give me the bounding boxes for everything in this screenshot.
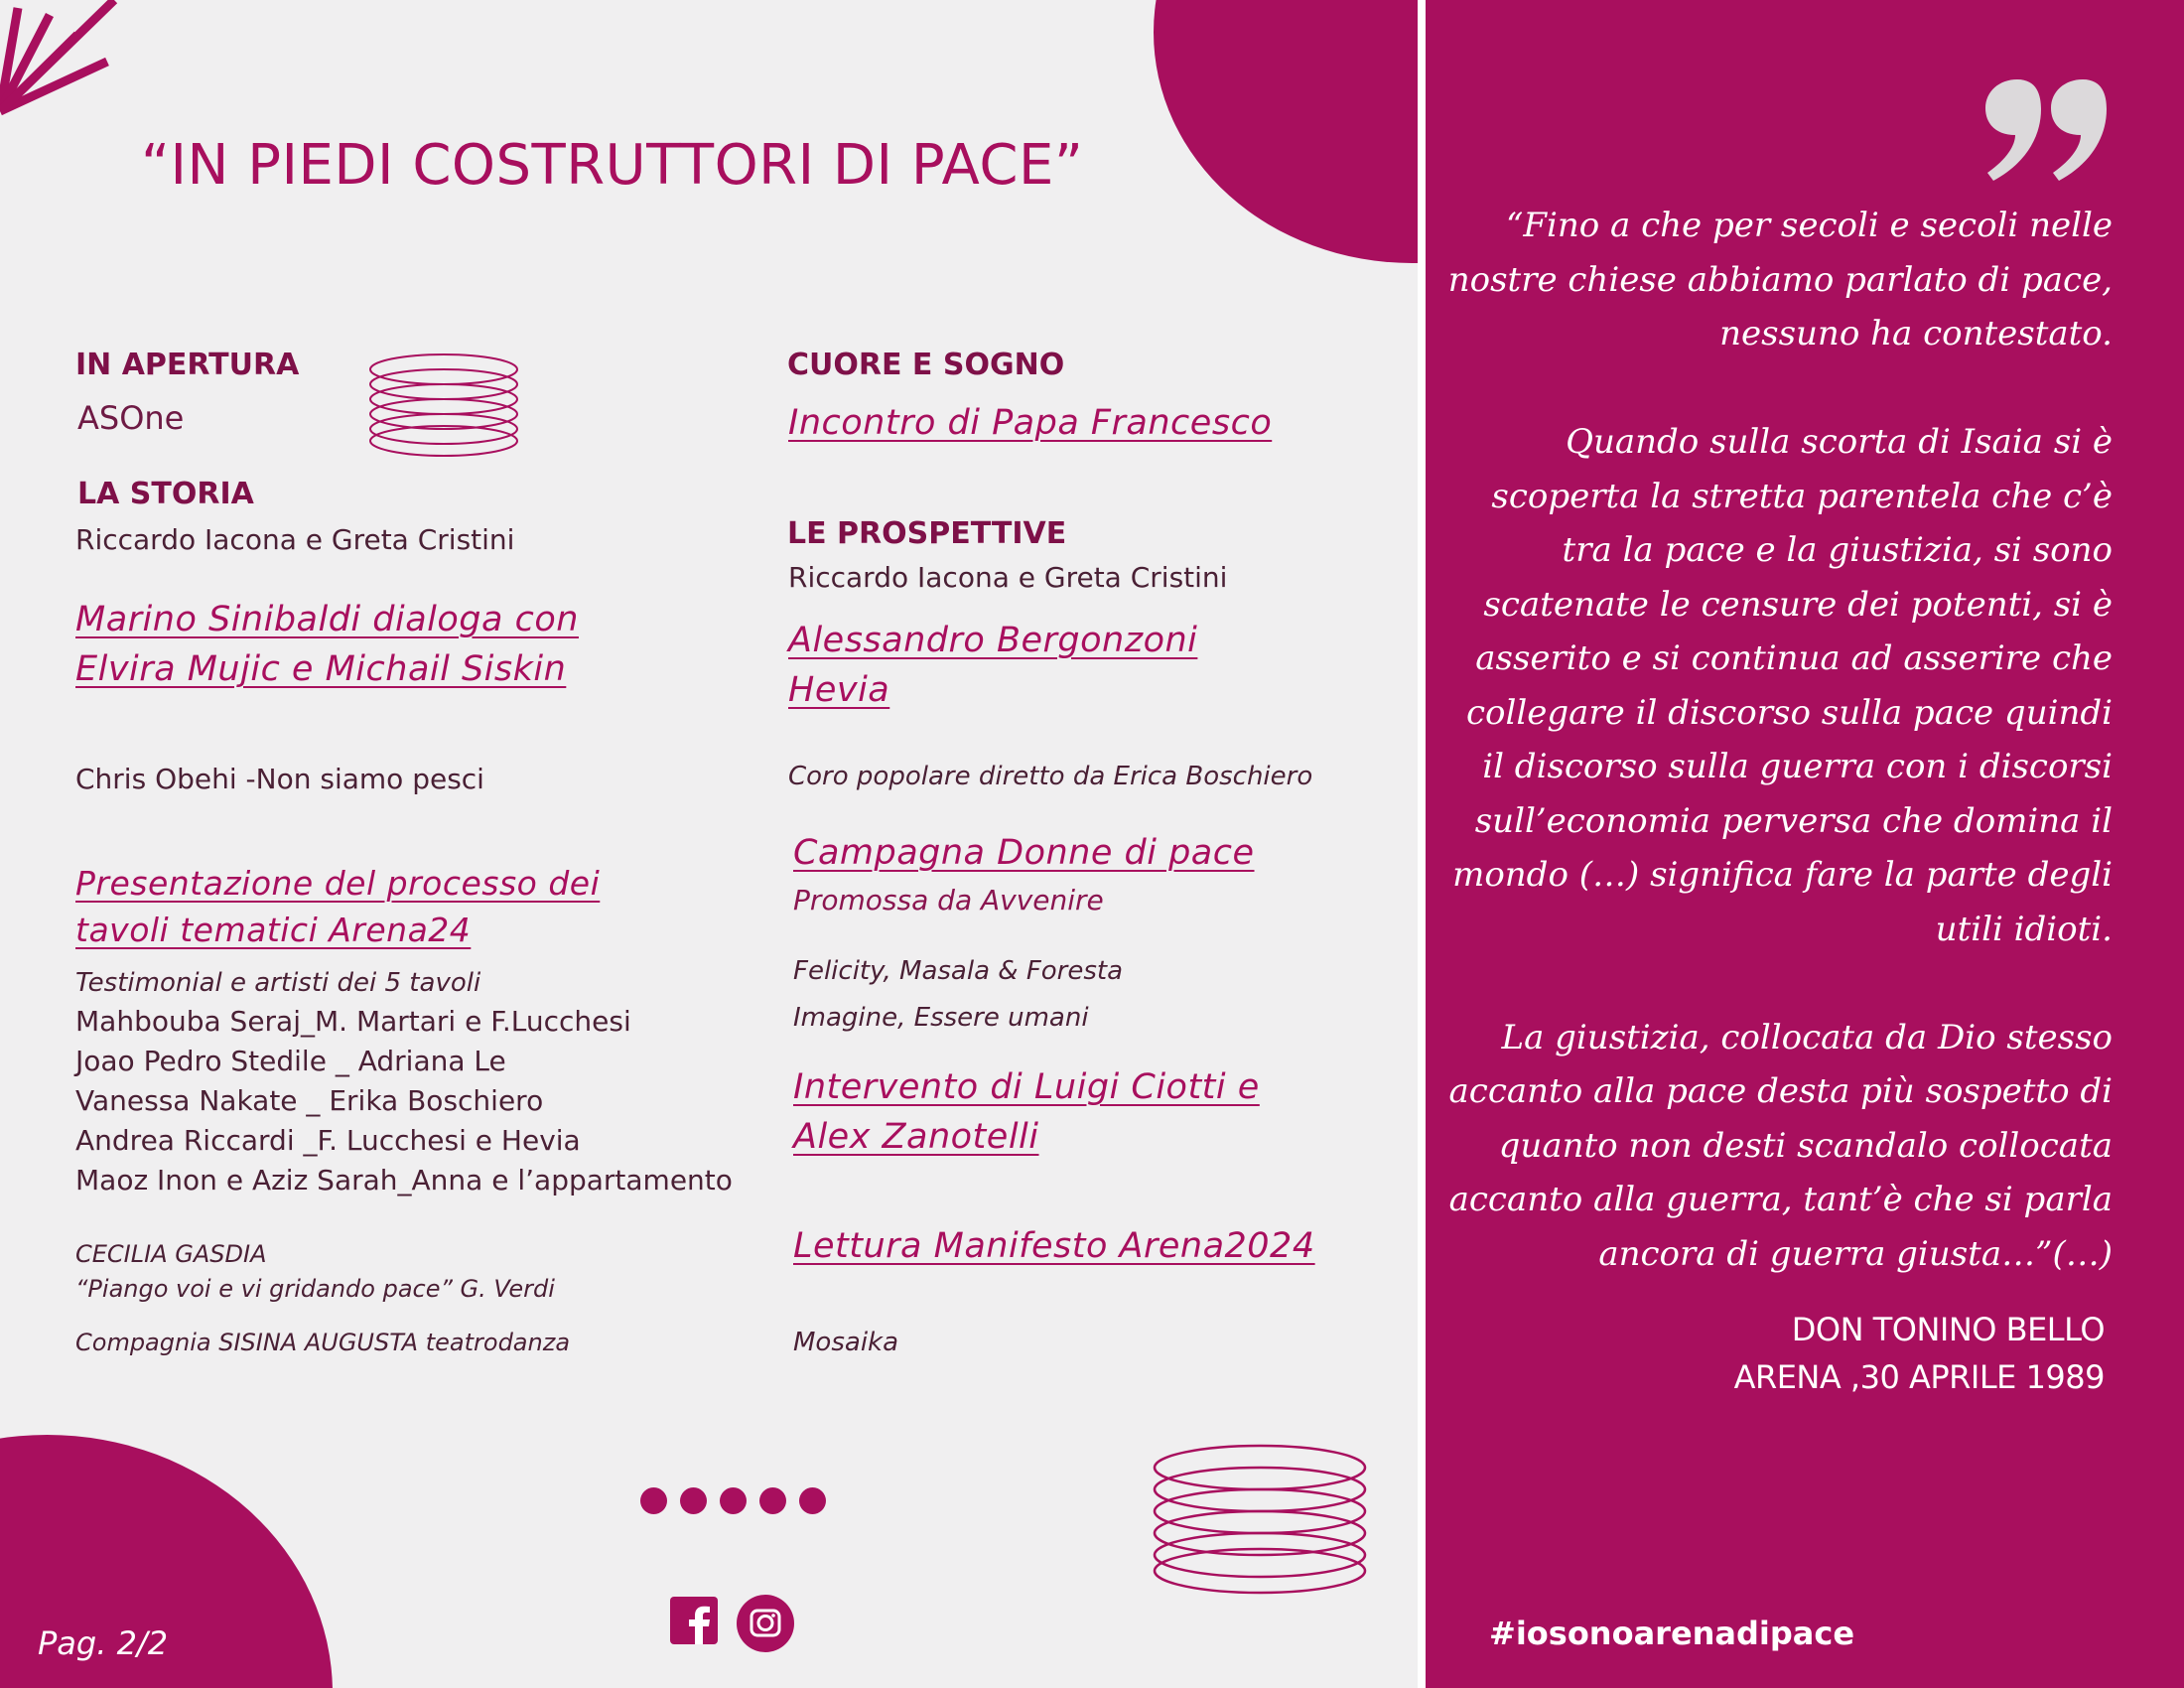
quote-author: DON TONINO BELLO xyxy=(1791,1311,2105,1348)
link-ciotti[interactable]: Alex Zanotelli xyxy=(793,1117,1039,1157)
quote-line: scatenate le censure dei potenti, si è xyxy=(1483,584,2113,625)
quote-line: mondo (…) significa fare la parte degli xyxy=(1452,855,2113,895)
quote-line: nostre chiese abbiamo parlato di pace, xyxy=(1447,259,2113,300)
link-sinibaldi[interactable]: Elvira Mujic e Michail Siskin xyxy=(75,649,567,689)
link-presentazione[interactable]: tavoli tematici Arena24 xyxy=(75,911,472,949)
link-ciotti[interactable]: Intervento di Luigi Ciotti e xyxy=(793,1067,1260,1107)
hashtag: #iosonoarenadipace xyxy=(1489,1615,1855,1652)
dot xyxy=(799,1487,826,1514)
quote-text xyxy=(1418,199,2113,1281)
quote-line: quanto non desti scandalo collocata xyxy=(1498,1125,2113,1166)
testimonial-item: Joao Pedro Stedile _ Adriana Le xyxy=(75,1045,506,1077)
instagram-icon[interactable] xyxy=(737,1595,794,1652)
testimonial-item: Vanessa Nakate _ Erika Boschiero xyxy=(75,1084,544,1117)
link-presentazione[interactable]: Presentazione del processo dei xyxy=(75,864,601,903)
quote-line: accanto alla pace desta più sospetto di xyxy=(1448,1071,2113,1111)
link-campagna-donne-di-pace[interactable]: Campagna Donne di pace xyxy=(793,833,1255,873)
quote-line: scoperta la stretta parentela che c’è xyxy=(1491,476,2113,516)
corner-circle-decoration xyxy=(1154,0,1418,263)
gasdia-text: CECILIA GASDIA xyxy=(75,1240,267,1268)
mosaika-text: Mosaika xyxy=(793,1328,899,1357)
quote-line: accanto alla guerra, tant’è che si parla xyxy=(1448,1180,2113,1219)
in-apertura-text: ASOne xyxy=(77,399,185,437)
sisina-text: Compagnia SISINA AUGUSTA teatrodanza xyxy=(75,1329,571,1356)
heading-in-apertura: IN APERTURA xyxy=(75,348,300,382)
sunburst-decoration xyxy=(0,0,119,119)
testimonial-item: Andrea Riccardi _F. Lucchesi e Hevia xyxy=(75,1124,581,1157)
quote-panel xyxy=(1426,0,2184,1688)
coil-decoration xyxy=(1148,1440,1372,1599)
quote-mark-icon xyxy=(1981,79,2111,183)
quote-line: nessuno ha contestato. xyxy=(1719,314,2113,353)
quote-line: “Fino a che per secoli e secoli nelle xyxy=(1505,206,2113,245)
link-bergonzoni[interactable]: Hevia xyxy=(788,670,890,710)
campagna-sub: Promossa da Avvenire xyxy=(793,884,1104,916)
quote-line: il discorso sulla guerra con i discorsi xyxy=(1482,747,2113,786)
coil-decoration xyxy=(365,350,524,461)
link-sinibaldi[interactable]: Marino Sinibaldi dialoga con xyxy=(75,600,579,639)
testimonial-item: Mahbouba Seraj_M. Martari e F.Lucchesi xyxy=(75,1005,631,1038)
le-prospettive-text: Riccardo Iacona e Greta Cristini xyxy=(788,561,1228,594)
quote-line: tra la pace e la giustizia, si sono xyxy=(1562,530,2113,570)
testimonial-label: Testimonial e artisti dei 5 tavoli xyxy=(75,968,481,998)
felicity-text: Felicity, Masala & Foresta xyxy=(793,956,1124,986)
dot xyxy=(680,1487,707,1514)
la-storia-text: Riccardo Iacona e Greta Cristini xyxy=(75,523,515,556)
page-number: Pag. 2/2 xyxy=(38,1624,169,1662)
heading-le-prospettive: LE PROSPETTIVE xyxy=(787,516,1067,551)
dot xyxy=(720,1487,747,1514)
quote-line: collegare il discorso sulla pace quindi xyxy=(1466,692,2113,733)
dot xyxy=(759,1487,786,1514)
quote-line: sull’economia perversa che domina il xyxy=(1474,800,2113,841)
facebook-icon[interactable] xyxy=(670,1597,718,1644)
quote-line: Quando sulla scorta di Isaia si è xyxy=(1566,422,2113,462)
link-bergonzoni[interactable]: Alessandro Bergonzoni xyxy=(788,621,1198,660)
imagine-text: Imagine, Essere umani xyxy=(793,1003,1089,1033)
verdi-text: “Piango voi e vi gridando pace” G. Verdi xyxy=(75,1275,555,1303)
heading-la-storia: LA STORIA xyxy=(77,477,254,511)
link-papa-francesco[interactable]: Incontro di Papa Francesco xyxy=(788,403,1273,443)
dot xyxy=(640,1487,667,1514)
chris-obehi-text: Chris Obehi -Non siamo pesci xyxy=(75,763,484,795)
quote-line: ancora di guerra giusta…”(…) xyxy=(1598,1233,2113,1274)
quote-line: utili idioti. xyxy=(1935,909,2113,949)
quote-place-date: ARENA ,30 APRILE 1989 xyxy=(1733,1358,2105,1396)
heading-cuore-e-sogno: CUORE E SOGNO xyxy=(787,348,1065,382)
page-title: “IN PIEDI COSTRUTTORI DI PACE” xyxy=(141,133,1084,198)
coro-text: Coro popolare diretto da Erica Boschiero xyxy=(788,762,1313,791)
testimonial-item: Maoz Inon e Aziz Sarah_Anna e l’appartamento xyxy=(75,1164,733,1196)
quote-line: asserito e si continua ad asserire che xyxy=(1475,638,2113,678)
link-lettura-manifesto[interactable]: Lettura Manifesto Arena2024 xyxy=(793,1226,1315,1266)
pagination-dots xyxy=(640,1487,826,1514)
quote-line: La giustizia, collocata da Dio stesso xyxy=(1501,1017,2113,1057)
